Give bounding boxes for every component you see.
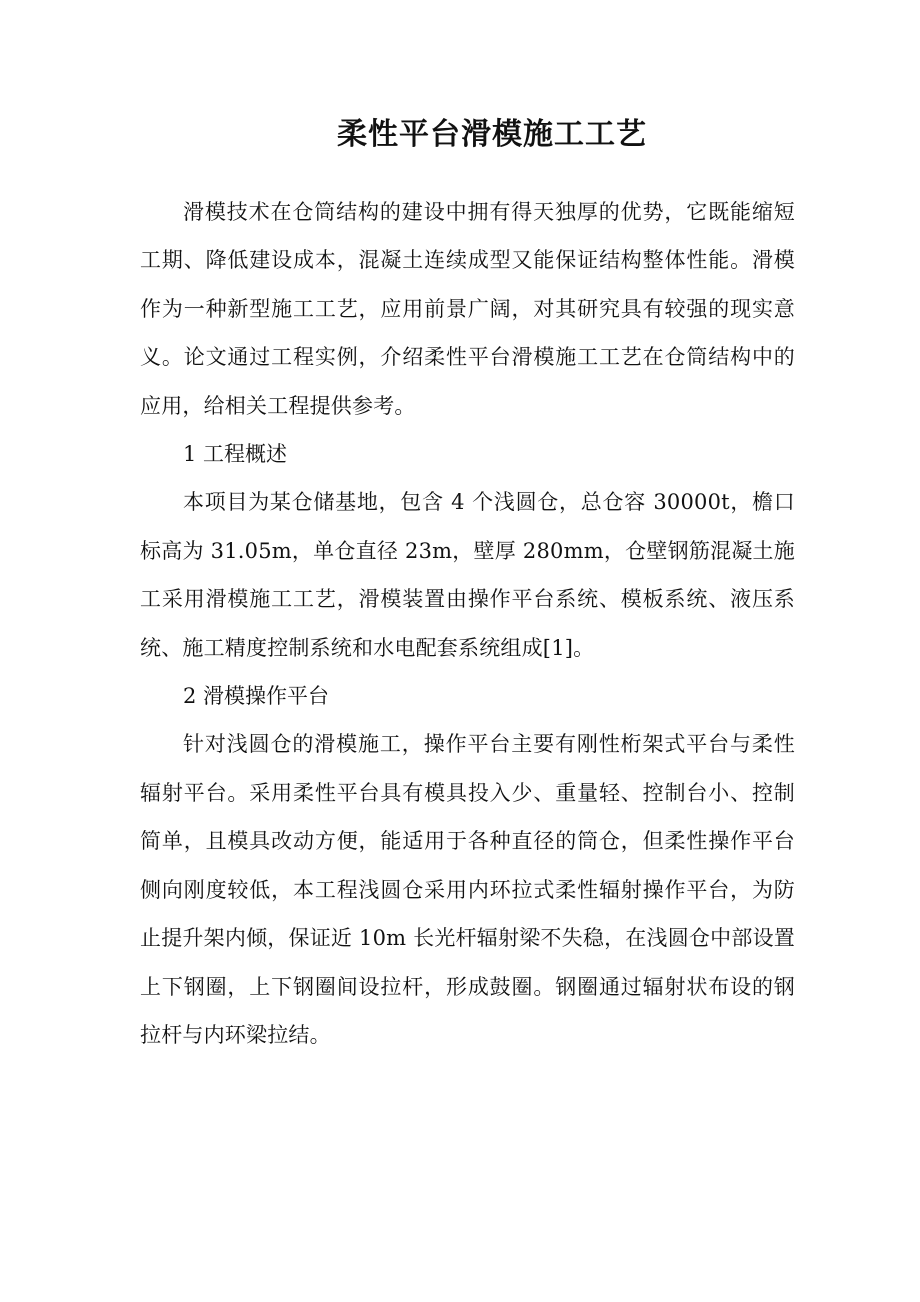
section-heading-1: 1 工程概述 [183, 442, 288, 467]
section-1-paragraph: 本项目为某仓储基地，包含 4 个浅圆仓，总仓容 30000t，檐口标高为 31.05m，单仓直径 23m，壁厚 280mm，仓壁钢筋混凝土施工采用滑模施工工艺，滑模装置由操作平台系统、模板系统、液压系统、施工精度控制系统和水电配套系统组成[1]。 [140, 490, 795, 660]
section-heading-2: 2 滑模操作平台 [183, 684, 330, 709]
document-title: 柔性平台滑模施工工艺 [337, 117, 647, 152]
section-2-paragraph: 针对浅圆仓的滑模施工，操作平台主要有刚性桁架式平台与柔性辐射平台。采用柔性平台具有模具投入少、重量轻、控制台小、控制简单，且模具改动方便，能适用于各种直径的筒仓，但柔性操作平台侧向刚度较低，本工程浅圆仓采用内环拉式柔性辐射操作平台，为防止提升架内倾，保证近 10m 长光杆辐射梁不失稳，在浅圆仓中部设置上下钢圈，上下钢圈间设拉杆，形成鼓圈。钢圈通过辐射状布设的钢拉杆与内环梁拉结。 [140, 732, 795, 1047]
document-body [140, 188, 795, 1059]
intro-paragraph: 滑模技术在仓筒结构的建设中拥有得天独厚的优势，它既能缩短工期、降低建设成本，混凝土连续成型又能保证结构整体性能。滑模作为一种新型施工工艺，应用前景广阔，对其研究具有较强的现实意义。论文通过工程实例，介绍柔性平台滑模施工工艺在仓筒结构中的应用，给相关工程提供参考。 [140, 200, 795, 418]
